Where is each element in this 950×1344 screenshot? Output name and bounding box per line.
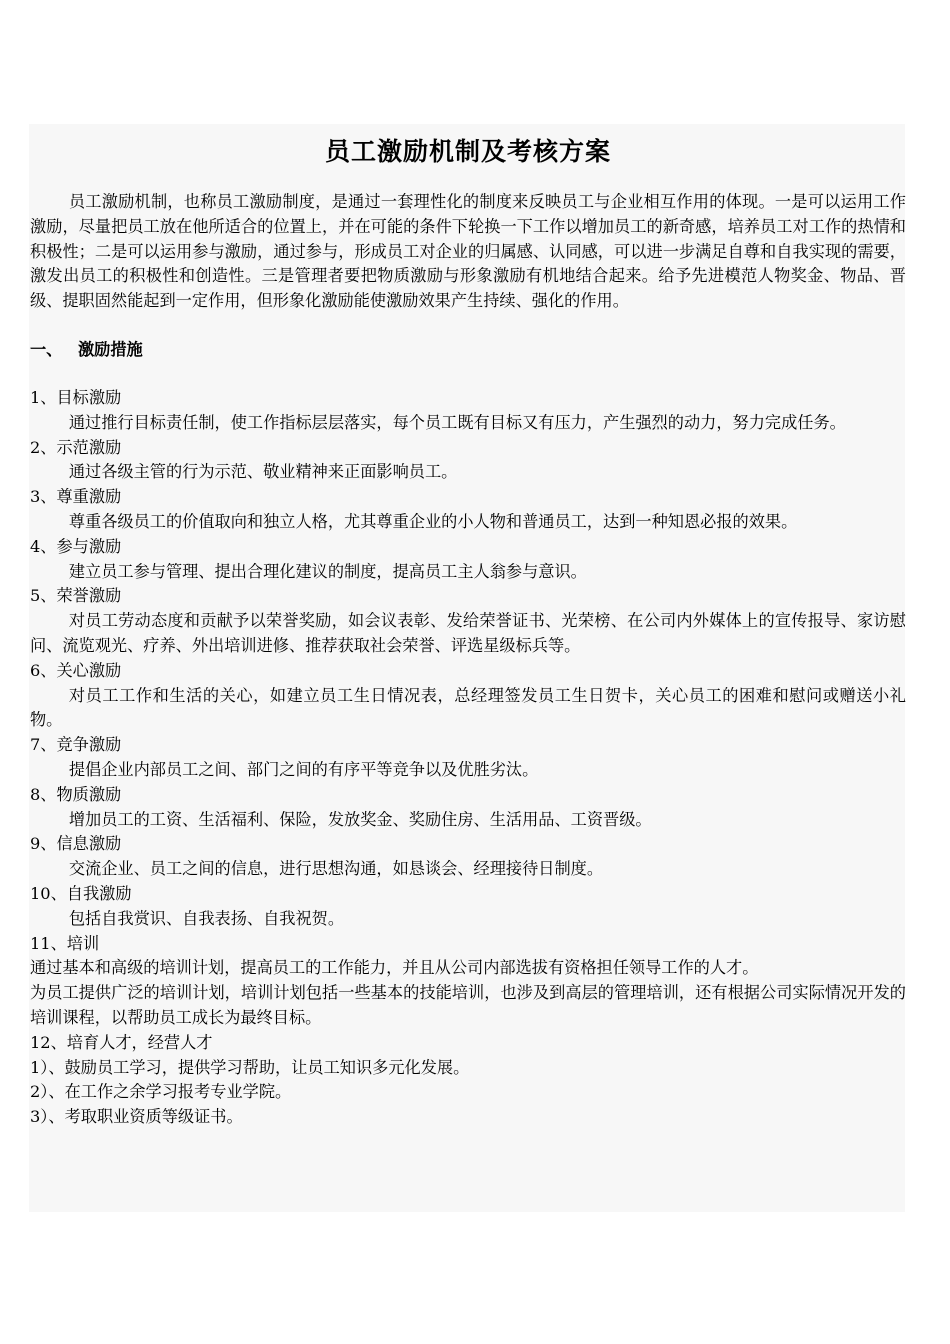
measure-item [30,535,906,585]
sub-item: 3）、考取职业资质等级证书。 [30,1107,243,1127]
item-body: 包括自我赏识、自我表扬、自我祝贺。 [68,908,345,928]
item-title: 2、示范激励 [30,437,122,457]
training-item [30,932,906,1031]
measure-item [30,386,906,436]
document-content [30,126,906,1130]
item-title: 4、参与激励 [30,536,122,556]
measure-item [30,783,906,833]
measure-item [30,733,906,783]
item-body: 通过推行目标责任制，使工作指标层层落实，每个员工既有目标又有压力，产生强烈的动力，努力完成任务。 [68,412,846,432]
measure-item [30,659,906,733]
item-title: 5、荣誉激励 [30,586,122,606]
training-paragraph: 通过基本和高级的培训计划，提高员工的工作能力，并且从公司内部选拔有资格担任领导工作的人才。 [30,958,759,978]
training-paragraph: 为员工提供广泛的培训计划，培训计划包括一些基本的技能培训，也涉及到高层的管理培训，还有根据公司实际情况开发的培训课程，以帮助员工成长为最终目标。 [30,983,906,1027]
measure-item [30,436,906,486]
item-body: 提倡企业内部员工之间、部门之间的有序平等竞争以及优胜劣汰。 [68,759,539,779]
item-title: 11、培训 [30,933,100,953]
item-title: 6、关心激励 [30,660,122,680]
item-title: 12、培育人才，经营人才 [30,1032,213,1052]
section-number: 一、 [30,339,63,359]
item-body: 通过各级主管的行为示范、敬业精神来正面影响员工。 [68,462,458,482]
item-body: 交流企业、员工之间的信息，进行思想沟通，如恳谈会、经理接待日制度。 [68,859,604,879]
item-body: 对员工工作和生活的关心，如建立员工生日情况表，总经理签发员工生日贺卡，关心员工的困难和慰问或赠送小礼物。 [30,685,906,730]
item-title: 9、信息激励 [30,834,122,854]
section-title: 激励措施 [78,339,143,359]
section-heading [30,338,906,362]
sub-item: 1）、鼓励员工学习，提供学习帮助，让员工知识多元化发展。 [30,1057,470,1077]
intro-paragraph: 员工激励机制，也称员工激励制度，是通过一套理性化的制度来反映员工与企业相互作用的体现。一是可以运用工作激励，尽量把员工放在他所适合的位置上，并在可能的条件下轮换一下工作以增加员工的新奇感，培养员工对工作的热情和积极性；二是可以运用参与激励，通过参与，形成员工对企业的归属感、认同感，可以进一步满足自尊和自我实现的需要，激发出员工的积极性和创造性。三是管理者要把物质激励与形象激励有机地结合起来。给予先进模范人物奖金、物品、晋级、提职固然能起到一定作用，但形象化激励能使激励效果产生持续、强化的作用。 [30,192,906,311]
measure-item [30,832,906,882]
item-title: 7、竞争激励 [30,735,122,755]
item-title: 8、物质激励 [30,784,122,804]
measure-item [30,584,906,658]
measure-item [30,882,906,932]
item-body: 尊重各级员工的价值取向和独立人格，尤其尊重企业的小人物和普通员工，达到一种知恩必报的效果。 [68,511,798,531]
talent-item [30,1031,906,1130]
item-title: 3、尊重激励 [30,487,122,507]
item-body: 对员工劳动态度和贡献予以荣誉奖励，如会议表彰、发给荣誉证书、光荣榜、在公司内外媒体上的宣传报导、家访慰问、流览观光、疗养、外出培训进修、推荐获取社会荣誉、评选星级标兵等。 [30,611,906,655]
document-title: 员工激励机制及考核方案 [324,137,611,166]
item-body: 增加员工的工资、生活福利、保险，发放奖金、奖励住房、生活用品、工资晋级。 [68,809,652,829]
item-body: 建立员工参与管理、提出合理化建议的制度，提高员工主人翁参与意识。 [68,561,587,581]
item-title: 10、自我激励 [30,883,132,903]
item-title: 1、目标激励 [30,387,122,407]
sub-item: 2）、在工作之余学习报考专业学院。 [30,1082,292,1102]
measure-item [30,485,906,535]
